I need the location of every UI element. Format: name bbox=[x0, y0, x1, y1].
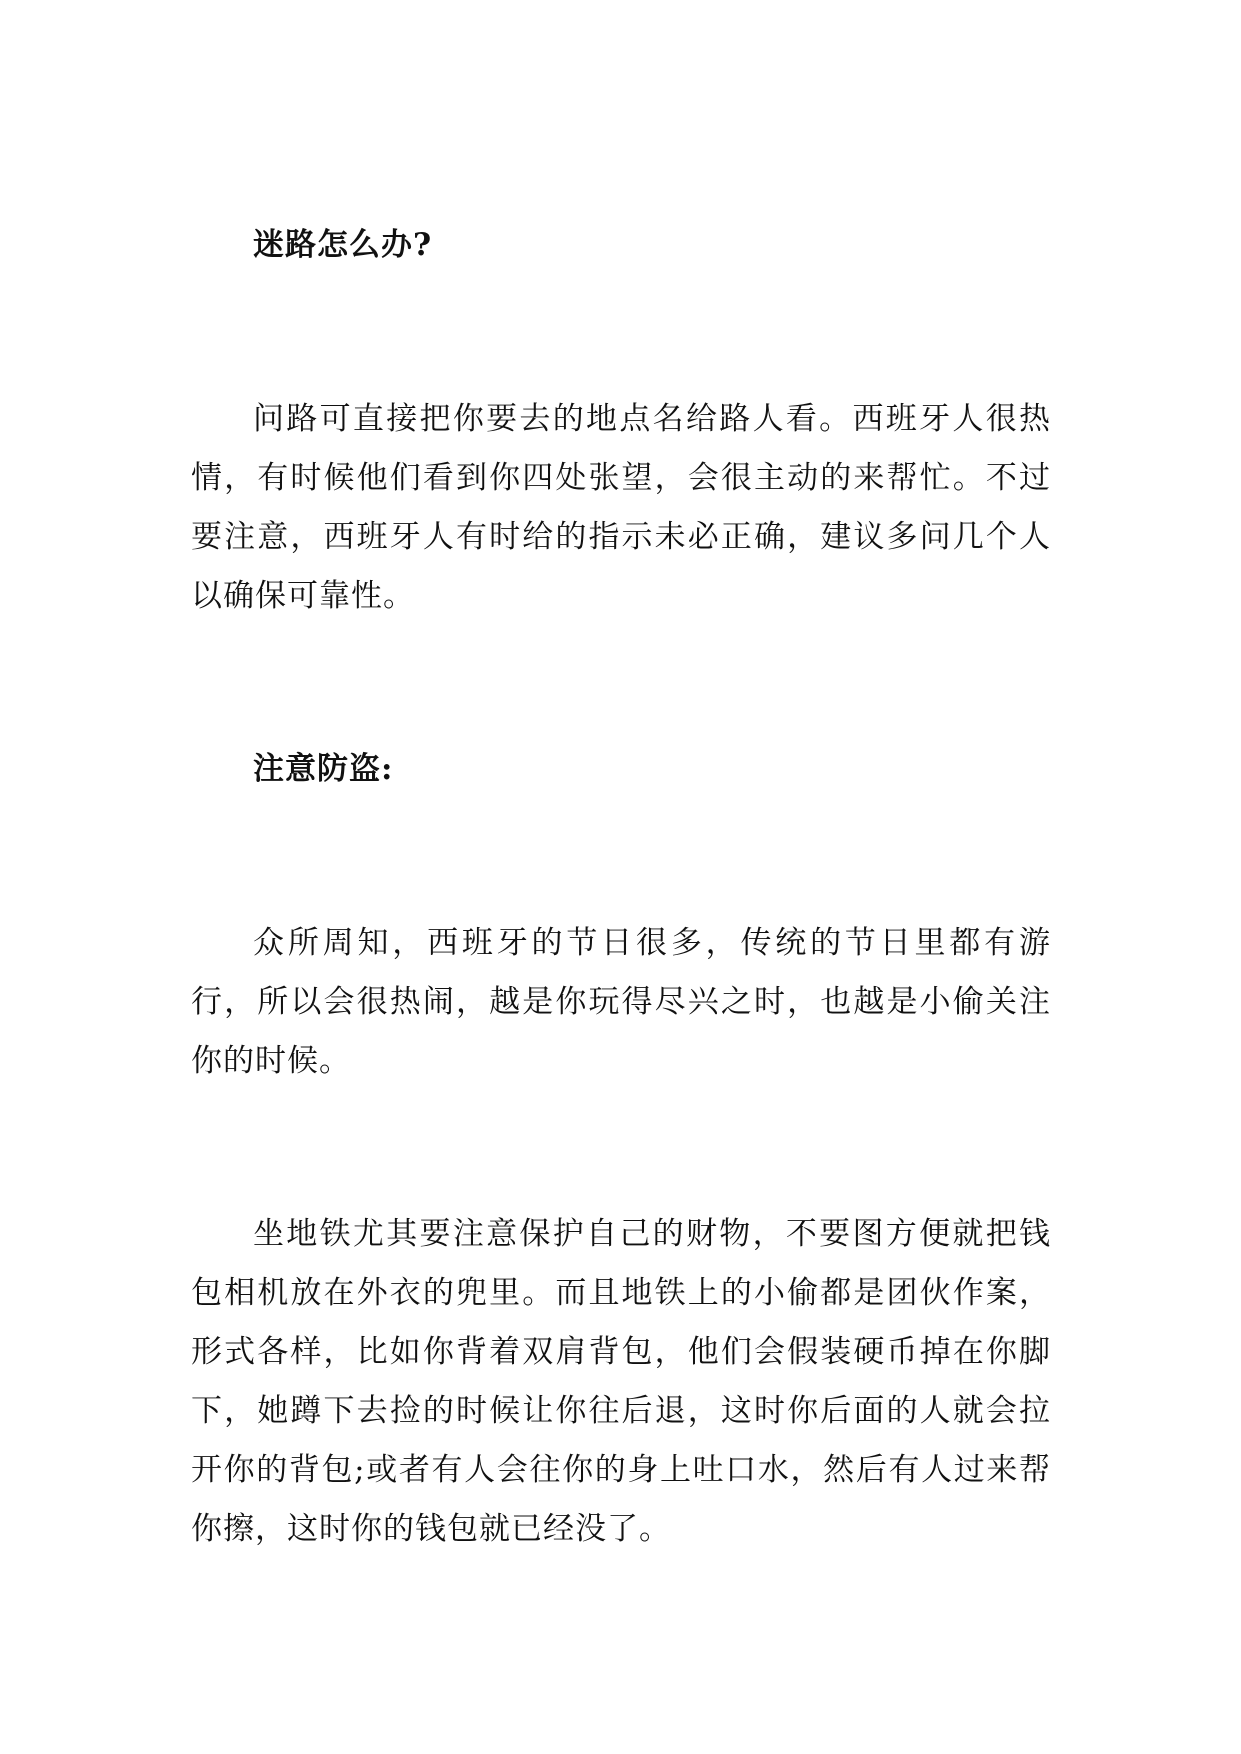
paragraph-subway-pickpockets: 坐地铁尤其要注意保护自己的财物，不要图方便就把钱包相机放在外衣的兜里。而且地铁上的小偷都是团伙作案，形式各样，比如你背着双肩背包，他们会假装硬币掉在你脚下，她蹲下去捡的时候让你往后退，这时你后面的人就会拉开你的背包;或者有人会往你的身上吐口水，然后有人过来帮你擦，这时你的钱包就已经没了。 bbox=[191, 1216, 1051, 1547]
paragraph-asking-directions: 问路可直接把你要去的地点名给路人看。西班牙人很热情，有时候他们看到你四处张望，会很主动的来帮忙。不过要注意，西班牙人有时给的指示未必正确，建议多问几个人以确保可靠性。 bbox=[191, 401, 1051, 614]
section-heading-theft: 注意防盗: bbox=[253, 751, 394, 787]
section-heading-lost: 迷路怎么办? bbox=[253, 227, 433, 263]
paragraph-festivals: 众所周知，西班牙的节日很多，传统的节日里都有游行，所以会很热闹，越是你玩得尽兴之时，也越是小偷关注你的时候。 bbox=[191, 925, 1051, 1079]
